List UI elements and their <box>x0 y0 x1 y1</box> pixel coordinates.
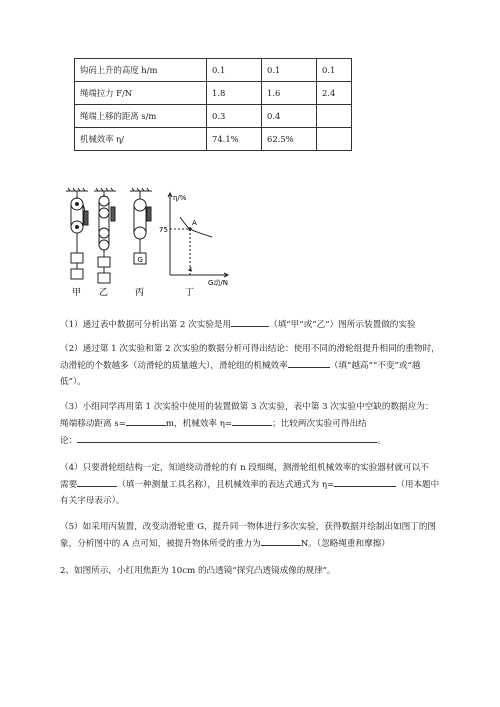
q4-blank-tool[interactable] <box>77 476 117 487</box>
table-row-label: 绳端上移的距离 s/m <box>75 105 207 128</box>
table-cell: 1.6 <box>262 82 317 105</box>
q3-blank-efficiency[interactable] <box>232 415 272 426</box>
graph-y-label: η/% <box>173 194 187 202</box>
pulley-figure <box>60 187 250 302</box>
table-row-label: 机械效率 η/ <box>75 128 207 151</box>
q1-blank[interactable] <box>231 316 269 327</box>
ceiling-c <box>130 188 152 191</box>
table-cell: 2.4 <box>317 82 352 105</box>
q3-blank-distance[interactable] <box>126 415 166 426</box>
table-row <box>75 82 352 105</box>
table-cell: 74.1% <box>207 128 262 151</box>
graph-y-tick: 75 <box>159 226 168 234</box>
table-cell: 0.1 <box>317 59 352 82</box>
table-cell <box>317 105 352 128</box>
problem-2: 2、如图所示，小红用焦距为 10cm 的凸透镜“探究凸透镜成像的规律”。 <box>60 566 336 576</box>
question-1: （1）通过表中数据可分析出第 2 次实验是用 （填“甲”或“乙”）图所示装置做的实验 <box>60 316 470 333</box>
graph-x-label: G动/N <box>208 279 229 287</box>
ceiling-a <box>66 188 88 191</box>
table-row <box>75 105 352 128</box>
table-cell: 0.3 <box>207 105 262 128</box>
pulley-setup-a <box>71 191 88 279</box>
question-4: （4）只要滑轮组结构一定，知道绕动滑轮的有 n 段细绳，测滑轮组机械效率的实验器材就可以不 需要 （填一种测量工具名称），且机械效率的表达式通式为 η= （用本题中 有关字母表示）。 <box>60 463 440 506</box>
pulley-setup-c <box>134 191 151 264</box>
label-yi: 乙 <box>99 288 109 298</box>
question-3: （3）小组同学再用第 1 次实验中使用的装置做第 3 次实验，表中第 3 次实验中空缺的数据应为： 绳端移动距离 s= m，机械效率 η= ；比较两次实验可得出结 论： 。 <box>60 402 434 446</box>
table-row <box>75 59 352 82</box>
label-ding: 丁 <box>185 288 195 298</box>
graph-x-tick: 4 <box>188 266 193 274</box>
q5-blank[interactable] <box>261 535 301 546</box>
graph-point-a: A <box>192 219 197 227</box>
ceiling-b <box>94 188 116 191</box>
table-cell <box>317 128 352 151</box>
question-2: （2）通过第 1 次实验和第 2 次实验的数据分析可得出结论：使用不同的滑轮组提升相同的重物时， 动滑轮的个数越多（动滑轮的质量越大），滑轮组的机械效率 （填“越高”“不变”或“越 低”）。 <box>60 344 440 387</box>
table-cell: 0.1 <box>207 59 262 82</box>
table-cell: 1.8 <box>207 82 262 105</box>
table-cell: 0.1 <box>262 59 317 82</box>
table-row-label: 钩码上升的高度 h/m <box>75 59 207 82</box>
data-table <box>74 58 352 151</box>
question-5: （5）如采用丙装置，改变动滑轮重 G，提升同一物体进行多次实验，获得数据并绘制出如图丁的图 象，分析图中的 A 点可知，被提升物体所受的重力为 N。（忽略绳重和摩擦） <box>60 522 437 549</box>
q2-blank[interactable] <box>288 357 330 368</box>
q4-blank-formula[interactable] <box>334 476 396 487</box>
label-bing: 丙 <box>135 288 145 298</box>
table-cell: 0.4 <box>262 105 317 128</box>
table-cell: 62.5% <box>262 128 317 151</box>
efficiency-graph <box>168 193 228 277</box>
pulley-c-weight-label: G <box>137 256 143 264</box>
q3-blank-conclusion[interactable] <box>77 432 377 443</box>
pulley-setup-b <box>98 191 115 283</box>
table-row-label: 绳端拉力 F/N <box>75 82 207 105</box>
label-jia: 甲 <box>72 288 82 298</box>
table-row <box>75 128 352 151</box>
